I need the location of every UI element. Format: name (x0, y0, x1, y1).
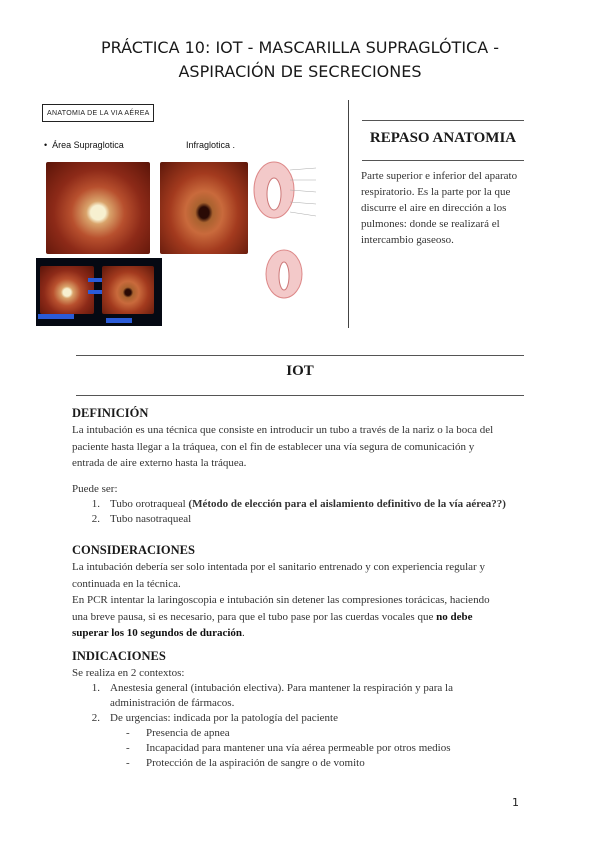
list-number: 2. (91, 712, 100, 724)
title-line-2: ASPIRACIÓN DE SECRECIONES (178, 62, 422, 81)
repaso-heading: REPASO ANATOMIA (369, 130, 517, 146)
repaso-rule-top (362, 120, 524, 121)
sub-list-text: Protección de la aspiración de sangre o de vomito (146, 757, 365, 769)
larynx-diagram-2-drawing (254, 242, 322, 306)
supraglottic-label: • Área Supraglotica (44, 140, 124, 150)
page-number: 1 (512, 796, 519, 809)
consideraciones-bold: no debe (436, 610, 473, 623)
larynx-diagram-1-drawing (250, 150, 336, 236)
list-text: Tubo orotraqueal (110, 498, 189, 510)
list-text: Tubo nasotraqueal (110, 513, 192, 525)
iot-rule-bottom (76, 395, 524, 396)
consideraciones-bold-line: superar los 10 segundos de duración (72, 627, 243, 639)
figure-label: ANATOMIA DE LA VIA AÉREA (42, 104, 154, 122)
iot-rule-top (76, 355, 524, 356)
puede-ser-label: Puede ser: (72, 483, 118, 495)
supraglottic-label-text: Área Supraglotica (52, 140, 124, 150)
indicaciones-intro: Se realiza en 2 contextos: (72, 667, 185, 679)
anatomy-figure (36, 100, 336, 326)
consideraciones-heading: CONSIDERACIONES (72, 543, 195, 557)
sub-list-dash: - (126, 742, 130, 754)
supraglottic-photo (46, 162, 150, 254)
list-text-continuation: administración de fármacos. (110, 697, 235, 709)
definicion-text (72, 422, 532, 472)
consideraciones-line: continuada en la técnica. (72, 577, 181, 590)
list-text: De urgencias: indicada por la patología del paciente (110, 712, 338, 724)
list-text: Anestesia general (intubación electiva). Para mantener la respiración y para la (110, 682, 453, 694)
larynx-diagram-1 (250, 150, 336, 236)
consideraciones-text (72, 559, 532, 642)
list-number: 1. (91, 498, 100, 510)
definicion-line: paciente hasta llegar a la tráquea, con el fin de establecer una vía segura de comunicación y (72, 440, 475, 453)
larynx-diagram-2 (254, 242, 322, 306)
infraglottic-label: Infraglotica . (186, 140, 236, 150)
list-number: 2. (91, 513, 100, 525)
title-line-1: PRÁCTICA 10: IOT - MASCARILLA SUPRAGLÓTICA - (100, 38, 500, 57)
sub-list-dash: - (126, 727, 130, 739)
consideraciones-period: . (242, 627, 245, 639)
iot-heading: IOT (286, 363, 314, 379)
repaso-text: Parte superior e inferior del aparato respiratorio. Es la parte por la que discurre el aire en dirección a los pulmones: donde se realizará el intercambio gaseoso. (361, 170, 518, 246)
infraglottic-photo (160, 162, 248, 254)
indicaciones-heading: INDICACIONES (72, 649, 166, 663)
laryngoscopy-panel (36, 258, 162, 326)
sub-list-text: Presencia de apnea (146, 727, 230, 739)
page-title (60, 36, 540, 84)
sub-list-text: Incapacidad para mantener una vía aérea permeable por otros medios (146, 742, 451, 754)
list-bold-text: (Método de elección para el aislamiento definitivo de la vía aérea??) (188, 498, 506, 510)
sub-list-dash: - (126, 757, 130, 769)
column-divider (348, 100, 349, 328)
definicion-line: La intubación es una técnica que consiste en introducir un tubo a través de la nariz o la boca del (72, 424, 494, 436)
consideraciones-line: una breve pausa, si es necesario, para que el tubo pase por las cuerdas vocales que (72, 610, 437, 623)
consideraciones-line: La intubación debería ser solo intentada por el sanitario entrenado y con experiencia regular y (72, 561, 485, 573)
definicion-heading: DEFINICIÓN (72, 406, 149, 420)
definicion-line: entrada de aire externo hasta la tráquea. (72, 457, 247, 469)
repaso-rule-bottom (362, 160, 524, 161)
list-number: 1. (91, 682, 100, 694)
consideraciones-line: En PCR intentar la laringoscopia e intubación sin detener las compresiones torácicas, haciendo (72, 594, 490, 606)
